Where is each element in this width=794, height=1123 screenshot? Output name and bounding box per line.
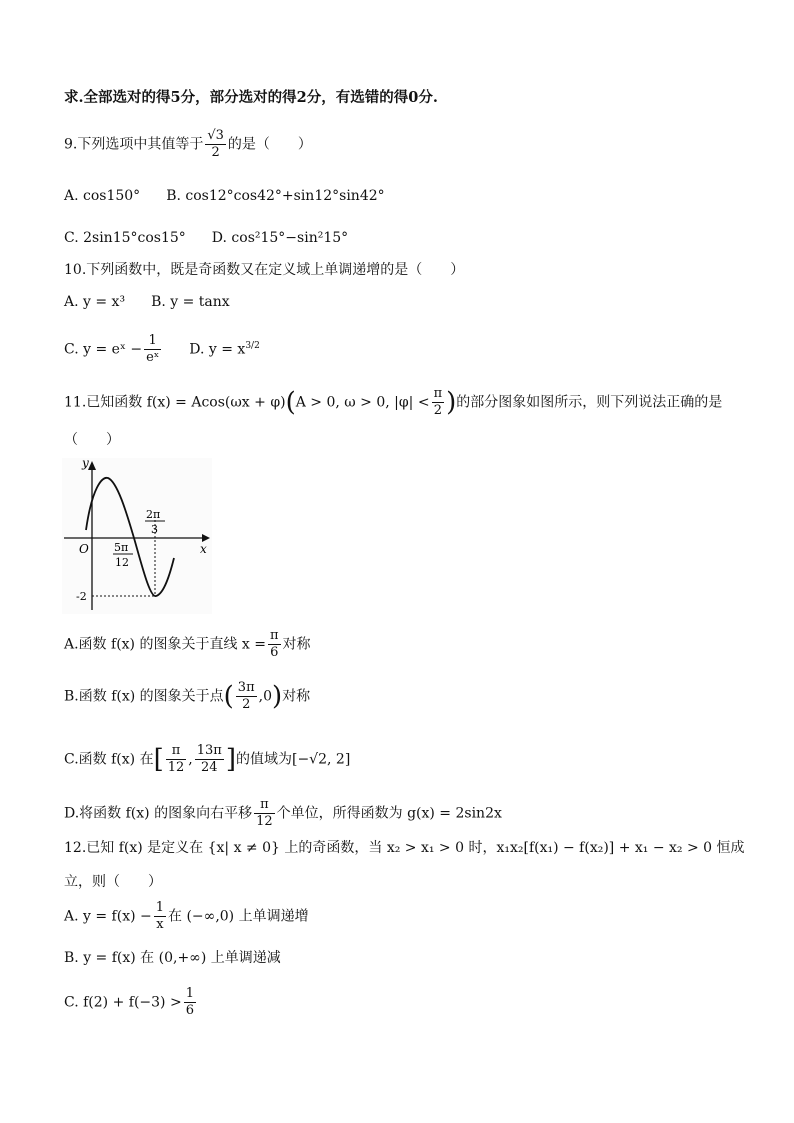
q11-option-c-fraction-1: $\frac{\pi}{12}$ <box>167 743 185 775</box>
q12-option-a-fraction: $\frac{1}{x}$ <box>155 900 165 932</box>
q11-option-b-fraction: $\frac{3\pi}{2}$ <box>237 680 255 712</box>
q12-stem-line2: 立，则（ ） <box>64 874 162 890</box>
q9-fraction: $\frac{√3}{2}$ <box>207 128 224 160</box>
q9-options-ab <box>64 186 385 206</box>
graph-x-label: x <box>200 542 207 556</box>
q12-option-c-fraction: $\frac{1}{6}$ <box>185 986 194 1018</box>
q11-option-c-range: [−√2, 2] <box>291 751 351 768</box>
q10-stem: 10.下列函数中，既是奇函数又在定义域上单调递增的是（ ） <box>64 262 465 278</box>
q10-option-c-pre: C. y = eˣ − <box>64 341 143 358</box>
q11-option-d: D.将函数 f(x) 的图象向右平移 $\frac{\pi}{12}$ 个单位，所得函数为 g(x) = 2sin2x <box>64 797 502 829</box>
q9-option-d: D. cos²15°−sin²15° <box>211 230 349 246</box>
q12-option-b: B. y = f(x) 在 (0,+∞) 上单调递减 <box>64 950 281 966</box>
graph-y-label: y <box>82 458 89 470</box>
q10-option-c-fraction: $\frac{1}{\text{eˣ}}$ <box>146 333 160 365</box>
q12-option-c: C. f(2) + f(−3) > $\frac{1}{6}$ <box>64 986 194 1018</box>
graph-tick1-denominator: 12 <box>115 556 129 569</box>
q10-option-b: B. y = tanx <box>151 294 230 310</box>
graph-tick1-numerator: 5π <box>114 541 129 554</box>
q11-option-d-fraction: $\frac{\pi}{12}$ <box>256 797 273 829</box>
q9-stem <box>64 128 312 161</box>
q10-options-cd <box>64 333 260 366</box>
q10-option-d-pre: D. y = x <box>189 341 246 358</box>
q12-option-a: A. y = f(x) − $\frac{1}{x}$ 在 (−∞,0) 上单调递增 <box>64 900 309 932</box>
q11-option-a-fraction: $\frac{\pi}{6}$ <box>270 628 279 660</box>
q10-options-ab <box>64 292 230 312</box>
q12-stem-line1: 12.已知 f(x) 是定义在 {x| x ≠ 0} 上的奇函数，当 x₂ > x₁ > 0 时，x₁x₂[f(x₁) − f(x₂)] + x₁ − x₂ > 0 恒成 <box>64 840 745 856</box>
q11-stem: 11.已知函数 f(x) = Acos(ωx + φ)(A > 0, ω > 0, |φ| < $\frac{\pi}{2}$ )的部分图象如图所示，则下列说法正确的是 <box>64 386 723 418</box>
q11-condition-fraction: $\frac{\pi}{2}$ <box>433 386 443 418</box>
q11-option-c-fraction-2: $\frac{13\pi}{24}$ <box>196 743 222 775</box>
q10-option-a: A. y = x³ <box>64 294 126 310</box>
graph-tick2-denominator: 3 <box>151 523 158 536</box>
q11-stem-pre: 11.已知函数 f(x) = Acos(ωx + φ) <box>64 394 286 411</box>
q11-answer-paren: （ ） <box>64 432 120 448</box>
q11-option-b: B.函数 f(x) 的图象关于点( $\frac{3\pi}{2}$ ,0)对称 <box>64 680 311 712</box>
q9-options-cd <box>64 228 348 248</box>
graph-tick2-numerator: 2π <box>146 508 161 521</box>
q9-stem-post: 的是（ ） <box>227 136 312 153</box>
section-instruction: 求.全部选对的得5分，部分选对的得2分，有选错的得0分. <box>64 89 438 106</box>
graph-origin-label: O <box>79 542 89 556</box>
q10-option-d-exponent: 3/2 <box>245 340 260 351</box>
q11-stem-post: 的部分图象如图所示，则下列说法正确的是 <box>456 394 723 411</box>
graph-min-label: -2 <box>76 590 87 603</box>
q11-stem-condition: A > 0, ω > 0, |φ| < <box>295 394 430 411</box>
q11-option-a: A.函数 f(x) 的图象关于直线 x = $\frac{\pi}{6}$ 对称 <box>64 628 311 660</box>
q9-option-a: A. cos150° <box>64 188 141 204</box>
q9-stem-pre: 9.下列选项中其值等于 <box>64 136 204 153</box>
q11-option-c: C.函数 f(x) 在[ $\frac{\pi}{12}$ , $\frac{13\pi}{24}$ ]的值域为[−√2, 2] <box>64 743 351 775</box>
q11-function-graph <box>62 458 212 614</box>
q9-option-c: C. 2sin15°cos15° <box>64 230 186 246</box>
q9-option-b: B. cos12°cos42°+sin12°sin42° <box>166 188 385 204</box>
